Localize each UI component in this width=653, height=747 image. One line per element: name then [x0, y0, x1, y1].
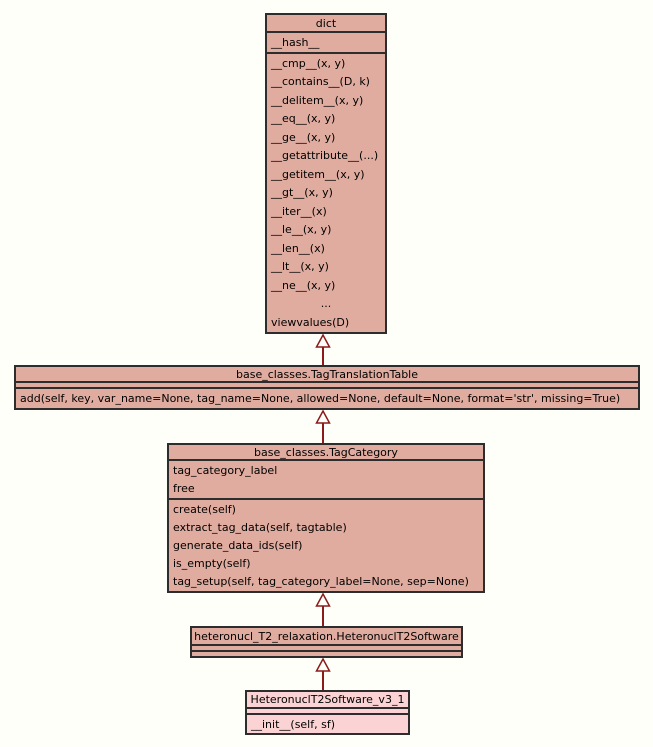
attributes-section	[267, 33, 385, 54]
class-box-heteronucl-t2-software[interactable]	[190, 626, 463, 658]
class-title: HeteronuclT2Software_v3_1	[247, 692, 408, 709]
method-row: create(self)	[173, 502, 236, 516]
method-row: extract_tag_data(self, tagtable)	[173, 520, 347, 534]
method-row: __iter__(x)	[271, 204, 327, 218]
attribute-row: free	[173, 482, 195, 496]
attribute-row: tag_category_label	[173, 463, 278, 477]
methods-section	[16, 389, 638, 408]
inheritance-arrow	[315, 658, 331, 690]
attribute-row: __hash__	[271, 36, 320, 49]
methods-section	[247, 715, 408, 733]
method-row: __gt__(x, y)	[271, 186, 333, 200]
class-box-dict[interactable]	[265, 13, 387, 334]
class-title: heteronucl_T2_relaxation.HeteronuclT2Software	[192, 628, 461, 646]
method-row: __ge__(x, y)	[271, 130, 336, 144]
method-row: is_empty(self)	[173, 557, 251, 571]
ellipsis-row: ...	[320, 297, 332, 311]
inheritance-arrow-glyph	[315, 334, 331, 365]
method-row: __getitem__(x, y)	[271, 167, 365, 181]
method-row: __delitem__(x, y)	[271, 93, 364, 107]
method-row: __ne__(x, y)	[271, 278, 336, 292]
method-row: add(self, key, var_name=None, tag_name=None, allowed=None, default=None, format='str', missing=True)	[20, 392, 621, 405]
class-title: base_classes.TagTranslationTable	[16, 367, 638, 383]
method-row: __len__(x)	[271, 241, 325, 255]
method-row: __init__(self, sf)	[251, 717, 336, 731]
method-row: __eq__(x, y)	[271, 112, 336, 126]
inheritance-arrow	[315, 593, 331, 626]
inheritance-arrow	[315, 334, 331, 365]
method-row: __cmp__(x, y)	[271, 56, 346, 70]
inheritance-arrow-glyph	[315, 410, 331, 443]
inheritance-arrow-glyph	[315, 658, 331, 690]
method-row: __contains__(D, k)	[271, 75, 370, 89]
inheritance-arrow-glyph	[315, 593, 331, 626]
method-row: __getattribute__(...)	[271, 149, 379, 163]
method-row: generate_data_ids(self)	[173, 538, 303, 552]
method-row: __lt__(x, y)	[271, 260, 329, 274]
class-title: dict	[267, 15, 385, 33]
method-row: tag_setup(self, tag_category_label=None, sep=None)	[173, 575, 469, 589]
methods-section	[169, 500, 483, 591]
methods-section-empty	[192, 652, 461, 656]
class-box-tag-translation-table[interactable]	[14, 365, 640, 410]
method-row: viewvalues(D)	[271, 315, 350, 329]
class-box-heteronucl-t2-software-v3-1[interactable]	[245, 690, 410, 735]
method-row: __le__(x, y)	[271, 223, 332, 237]
class-title: base_classes.TagCategory	[169, 445, 483, 461]
attributes-section	[169, 461, 483, 500]
inheritance-arrow	[315, 410, 331, 443]
methods-section	[267, 54, 385, 332]
class-box-tag-category[interactable]	[167, 443, 485, 593]
